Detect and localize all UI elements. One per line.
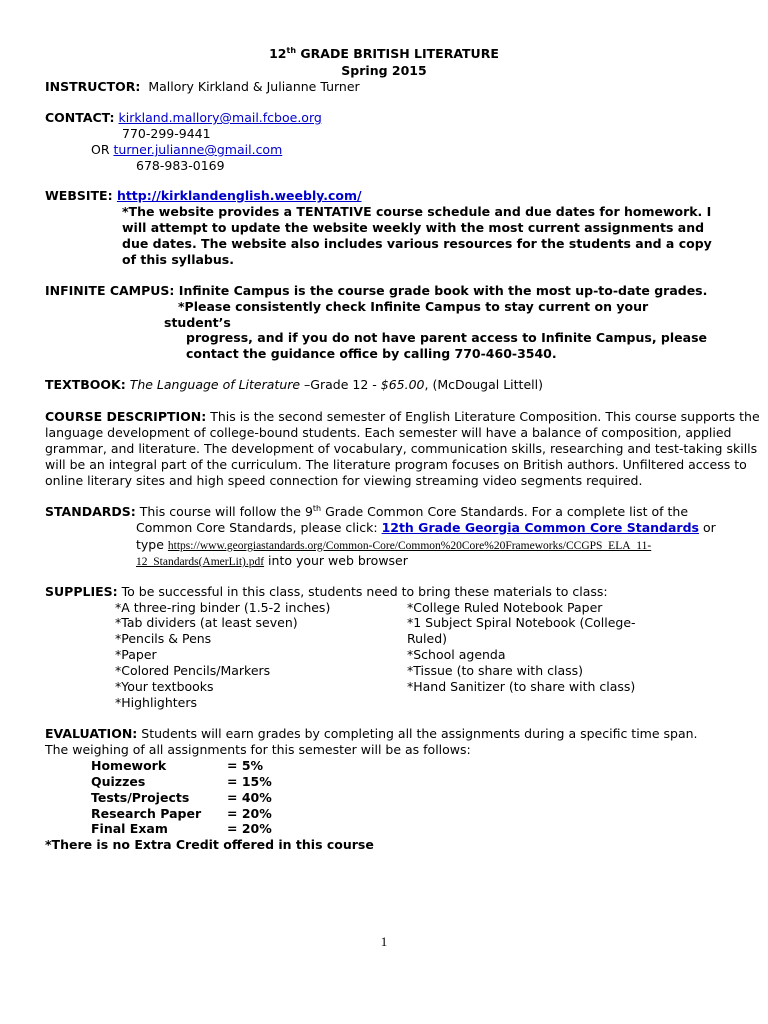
supply-item-left: *Your textbooks [115,679,214,694]
grade-category: Tests/Projects [91,790,190,805]
contact-email-turner-link[interactable]: turner.julianne@gmail.com [113,142,283,157]
grade-category: Research Paper [91,806,202,821]
grade-category: Final Exam [91,821,168,836]
course-description-label: COURSE DESCRIPTION: [45,409,207,424]
course-description-line-2: language development of college-bound students. Each semester will have a balance of composition, applied [45,425,732,440]
grade-weight: = 40% [227,790,272,805]
grade-weight: = 5% [227,758,264,773]
extra-credit-note: *There is no Extra Credit offered in this course [45,837,374,852]
textbook-title: The Language of Literature [129,377,301,392]
grade-weight: = 20% [227,806,272,821]
evaluation-label: EVALUATION: [45,726,138,741]
website-label: WEBSITE: [45,188,113,203]
supplies-label: SUPPLIES: [45,584,118,599]
supply-item-left: *Pencils & Pens [115,631,212,646]
website-url-link[interactable]: http://kirklandenglish.weebly.com/ [116,188,362,203]
evaluation-line-1: EVALUATION: Students will earn grades by completing all the assignments during a specific time span. [45,726,698,741]
website-note-line-1: *The website provides a TENTATIVE course schedule and due dates for homework. I [122,204,712,219]
supply-item-left: *A three-ring binder (1.5-2 inches) [115,600,331,615]
contact-line-turner [91,142,282,158]
course-description-line-4: will be an integral part of the curriculum. The literature program focuses on British authors. Unfiltered access to [45,457,747,472]
contact-or: OR [91,142,110,157]
website-note-line-3: due dates. The website also includes various resources for the students and a copy [122,236,712,251]
supply-item-right: *College Ruled Notebook Paper [407,600,603,615]
infinite-campus-note-3: progress, and if you do not have parent access to Infinite Campus, please [186,330,707,345]
document-title: 12th GRADE BRITISH LITERATURE [269,45,499,61]
standards-label: STANDARDS: [45,504,136,519]
contact-phone-kirkland: 770-299-9441 [122,126,211,141]
contact-label: CONTACT: [45,110,115,125]
course-description-line-1: COURSE DESCRIPTION: This is the second semester of English Literature Composition. This course supports the [45,409,760,424]
standards-line-2: Common Core Standards, please click: 12th Grade Georgia Common Core Standards or [136,520,716,535]
supply-item-left: *Colored Pencils/Markers [115,663,271,678]
instructor-value: Mallory Kirkland & Julianne Turner [148,79,360,94]
standards-url-link-continued[interactable]: 12_Standards(AmerLit).pdf [136,556,265,568]
infinite-campus-label: INFINITE CAMPUS: [45,283,175,298]
course-description-line-5: online literary sites and high speed connection for viewing streaming video segments required. [45,473,643,488]
instructor-line [45,79,360,95]
infinite-campus-note-4: contact the guidance office by calling 770-460-3540. [186,346,557,361]
supply-item-left: *Paper [115,647,157,662]
textbook-price: $65.00 [380,377,425,392]
contact-line [45,110,322,126]
standards-line-1: STANDARDS: This course will follow the 9th Grade Common Core Standards. For a complete list of the [45,503,689,519]
supply-item-right: *School agenda [407,647,506,662]
infinite-campus-line: INFINITE CAMPUS: Infinite Campus is the course grade book with the most up-to-date grades. [45,283,708,298]
standards-line-4: 12_Standards(AmerLit).pdf into your web browser [136,553,408,568]
textbook-line: TEXTBOOK: The Language of Literature –Grade 12 - $65.00, (McDougal Littell) [45,377,543,392]
grade-category: Quizzes [91,774,146,789]
instructor-label: INSTRUCTOR: [45,79,141,94]
supplies-line: SUPPLIES: To be successful in this class, students need to bring these materials to class: [45,584,608,599]
standards-line-3: type https://www.georgiastandards.org/Common-Core/Common%20Core%20Frameworks/CCGPS_ELA_11- [136,537,652,552]
supply-item-right: *Hand Sanitizer (to share with class) [407,679,636,694]
website-line [45,188,362,204]
evaluation-line-2: The weighing of all assignments for this semester will be as follows: [45,742,471,757]
infinite-campus-note-2: student’s [164,315,231,330]
page-number: 1 [380,934,388,949]
textbook-label: TEXTBOOK: [45,377,126,392]
contact-phone-turner: 678-983-0169 [136,158,225,173]
course-description-line-3: grammar, and literature. The development of vocabulary, communication skills, researching and test-taking skills [45,441,758,456]
supply-item-right: *Tissue (to share with class) [407,663,584,678]
supply-item-right: *1 Subject Spiral Notebook (College- [407,615,636,630]
website-note-line-2: will attempt to update the website weekly with the most current assignments and [122,220,705,235]
website-note-line-4: of this syllabus. [122,252,234,267]
supply-item-left: *Highlighters [115,695,198,710]
supply-item-left: *Tab dividers (at least seven) [115,615,298,630]
supply-item-right: Ruled) [407,631,448,646]
grade-category: Homework [91,758,167,773]
grade-weight: = 20% [227,821,272,836]
contact-email-kirkland-link[interactable]: kirkland.mallory@mail.fcboe.org [118,110,322,125]
standards-url-link[interactable]: https://www.georgiastandards.org/Common-Core/Common%20Core%20Frameworks/CCGPS_ELA_11- [167,540,652,552]
grade-weight: = 15% [227,774,272,789]
infinite-campus-note-1: *Please consistently check Infinite Campus to stay current on your [178,299,649,314]
document-term: Spring 2015 [341,63,427,78]
georgia-standards-link[interactable]: 12th Grade Georgia Common Core Standards [381,520,699,535]
